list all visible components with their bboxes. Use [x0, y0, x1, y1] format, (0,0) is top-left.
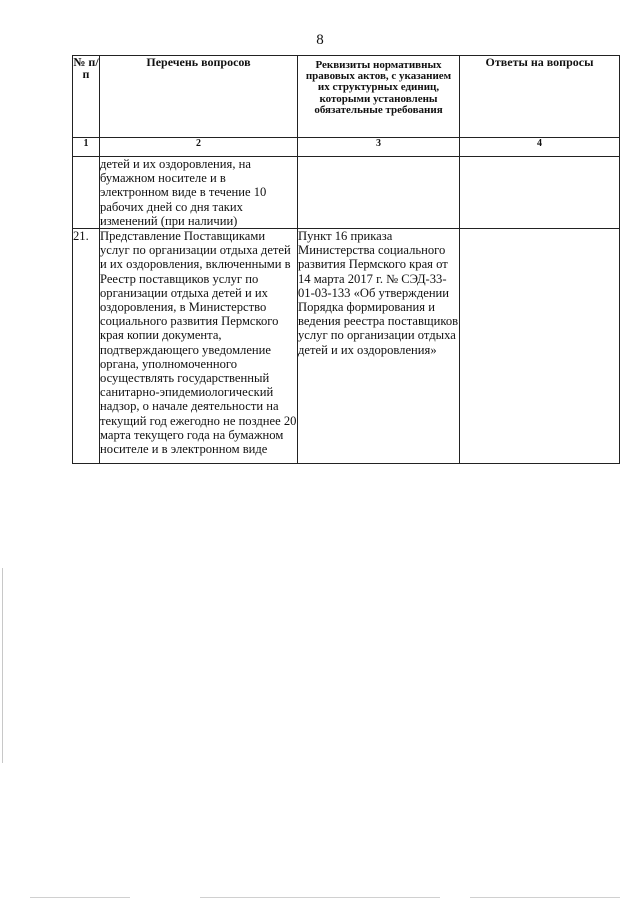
row-requisites: Пункт 16 приказа Министерства социального развития Пермского края от 14 марта 2017 г. № СЭД-33-01-03-133 «Об утверждении Порядка формирования и ведения реестра поставщиков услуг по организации отдыха детей и их оздоровления»	[298, 229, 460, 464]
column-number-row	[73, 138, 620, 157]
row-number: 21.	[73, 229, 100, 464]
header-answers: Ответы на вопросы	[460, 56, 620, 138]
row-answer	[460, 157, 620, 229]
column-number-2: 2	[100, 138, 298, 157]
header-row	[73, 56, 620, 138]
table-row	[73, 229, 620, 464]
header-requisites: Реквизиты нормативных правовых актов, с указанием их структурных единиц, которыми установлены обязательные требования	[298, 56, 460, 138]
column-number-3: 3	[298, 138, 460, 157]
footer-line	[200, 897, 440, 898]
table-row	[73, 157, 620, 229]
column-number-1: 1	[73, 138, 100, 157]
row-number	[73, 157, 100, 229]
row-question: детей и их оздоровления, на бумажном носителе и в электронном виде в течение 10 рабочих дней со дня таких изменений (при наличии)	[100, 157, 298, 229]
page-number: 8	[316, 32, 324, 48]
scan-artifact-line	[2, 568, 3, 763]
header-questions: Перечень вопросов	[100, 56, 298, 138]
row-question: Представление Поставщиками услуг по организации отдыха детей и их оздоровления, включенными в Реестр поставщиков услуг по организации отдыха детей и их оздоровления, в Министерство социального развития Пермского края копии документа, подтверждающего уведомление органа, уполномоченного осуществлять государственный санитарно-эпидемиологический надзор, о начале деятельности на текущий год ежегодно не позднее 20 марта текущего года на бумажном носителе и в электронном виде	[100, 229, 298, 464]
footer-line	[30, 897, 130, 898]
row-answer	[460, 229, 620, 464]
header-number: № п/п	[73, 56, 100, 138]
checklist-table	[72, 55, 620, 464]
footer-line	[470, 897, 620, 898]
column-number-4: 4	[460, 138, 620, 157]
row-requisites	[298, 157, 460, 229]
